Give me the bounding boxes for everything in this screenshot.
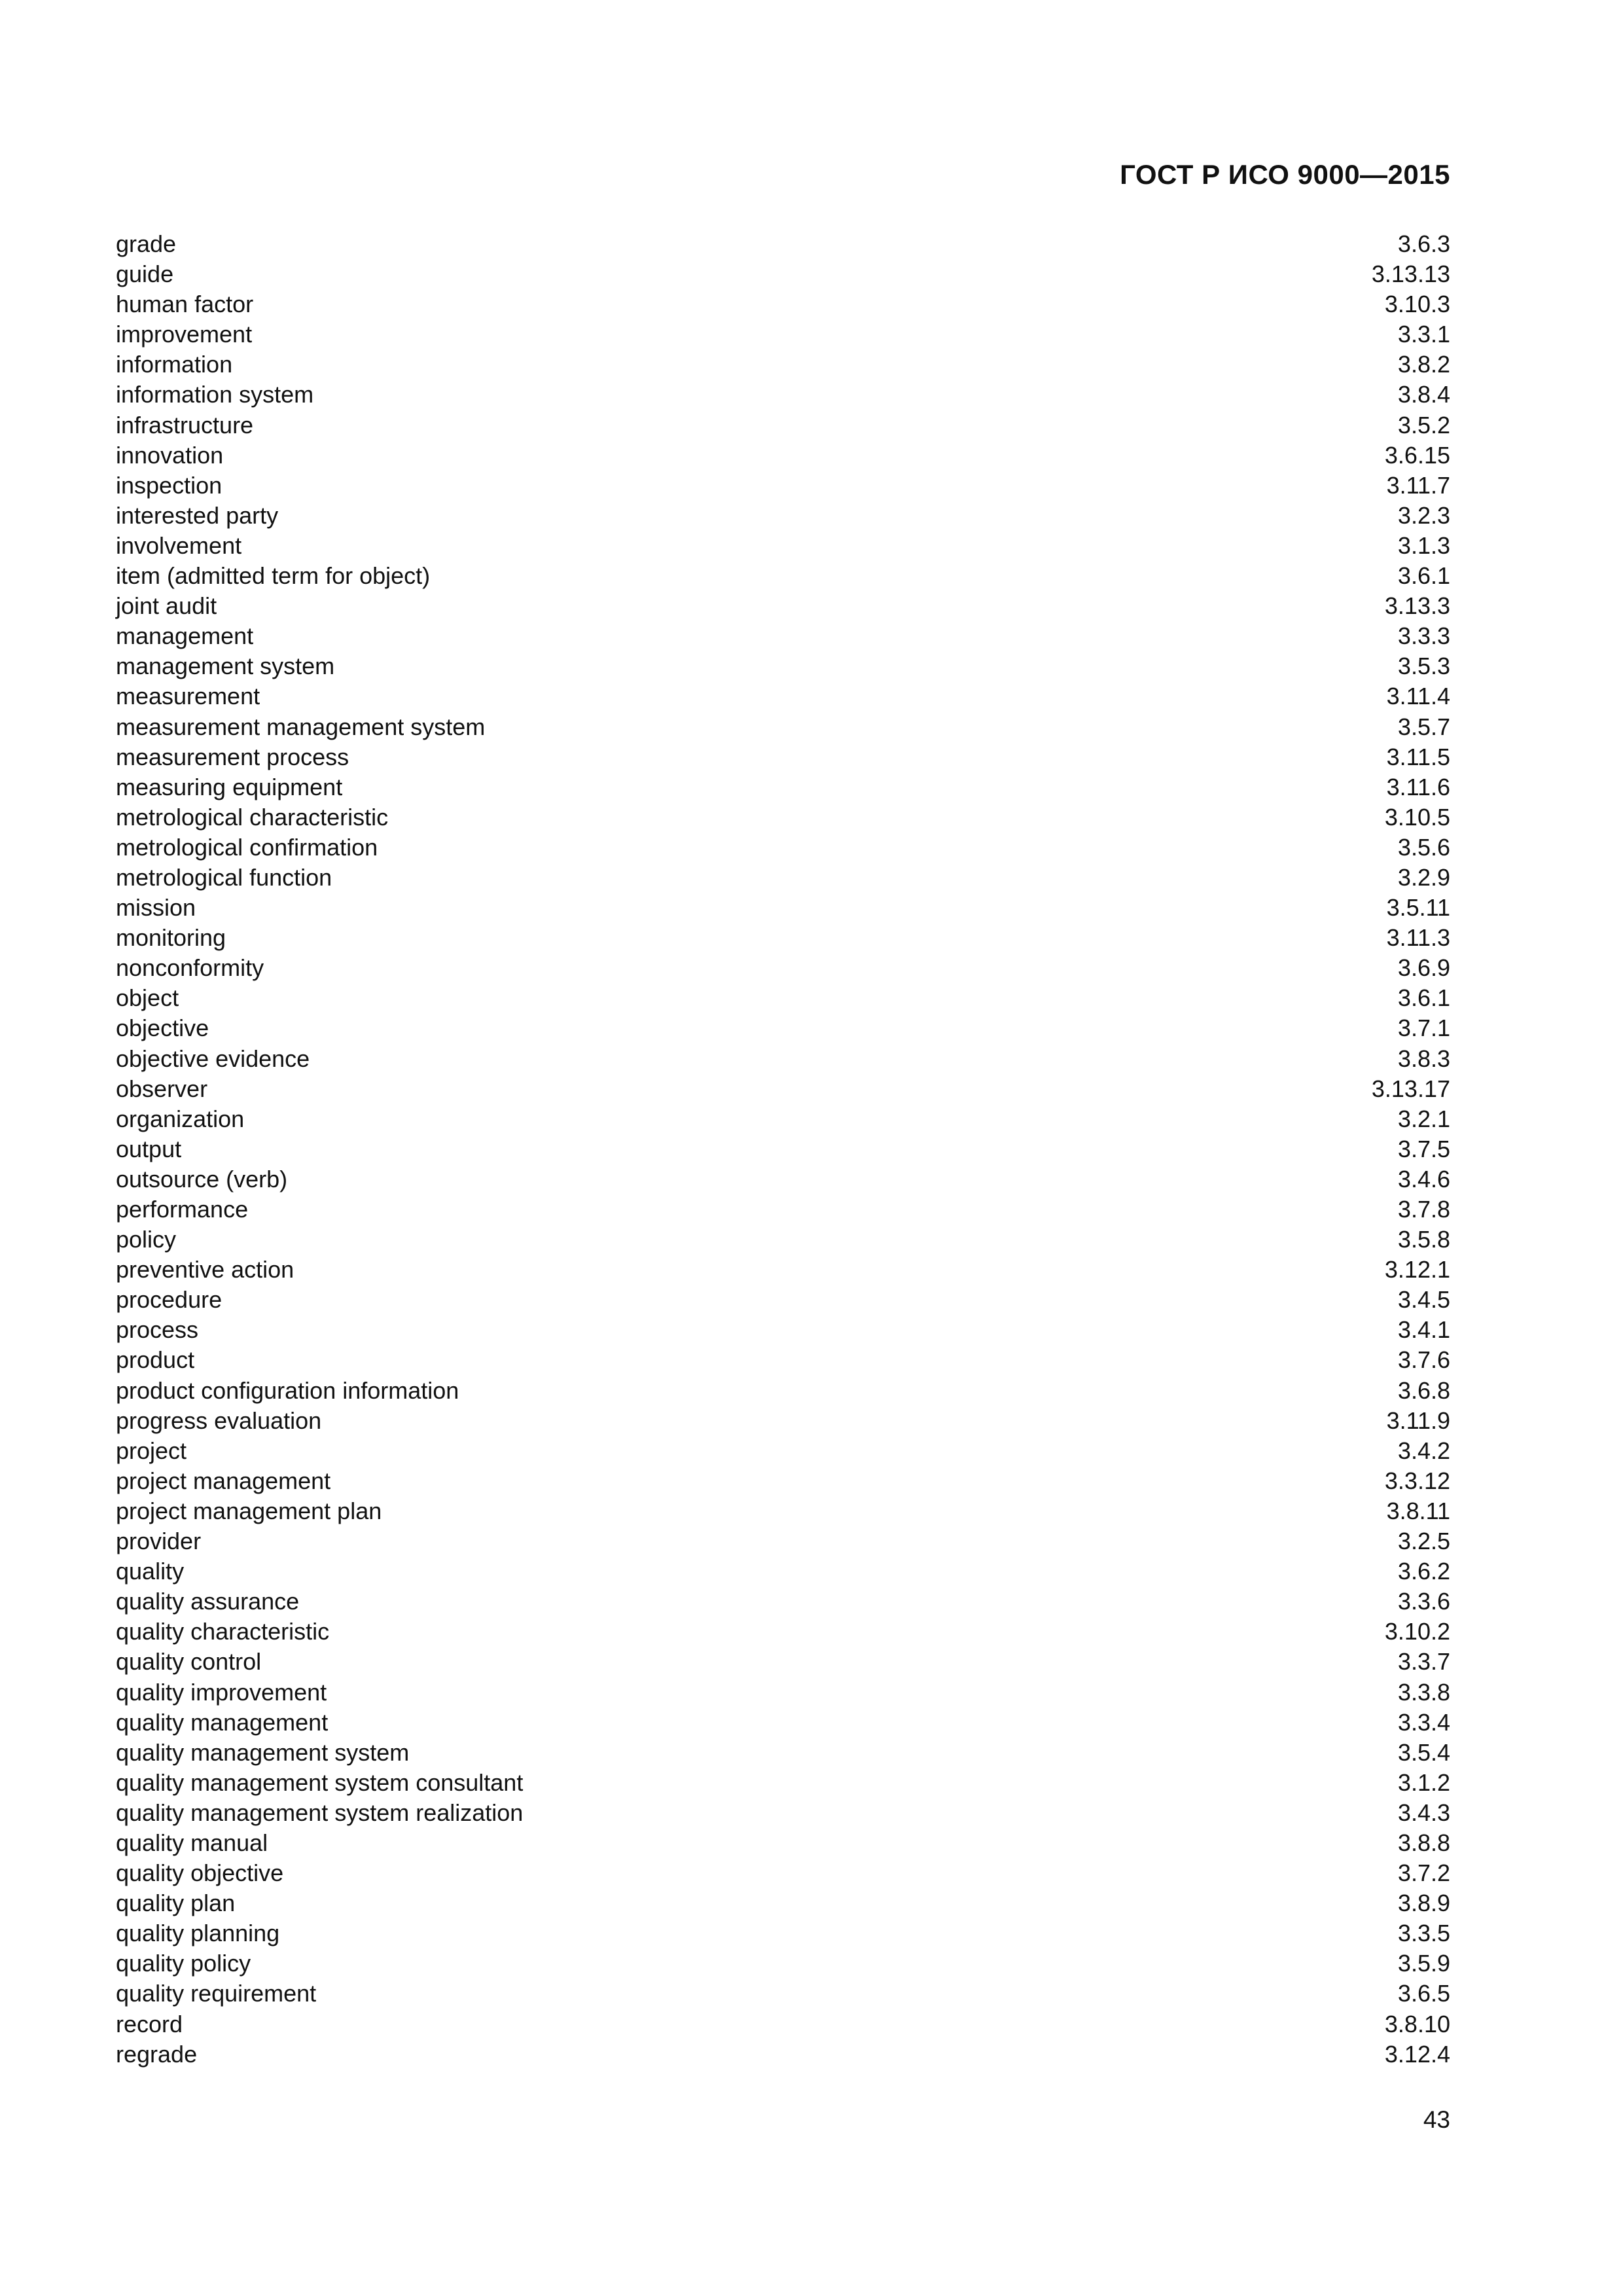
term-row [116, 471, 1450, 501]
term-reference: 3.1.3 [1397, 531, 1450, 559]
term-row [116, 591, 1450, 621]
term-reference: 3.6.3 [1397, 230, 1450, 257]
term-name: preventive action [116, 1256, 294, 1283]
term-name: innovation [116, 441, 224, 469]
term-name: information [116, 351, 233, 378]
term-reference: 3.13.3 [1384, 592, 1450, 620]
term-row [116, 1436, 1450, 1466]
term-reference: 3.11.3 [1386, 924, 1450, 952]
term-reference: 3.4.3 [1397, 1799, 1450, 1826]
term-name: management [116, 622, 254, 650]
term-reference: 3.4.5 [1397, 1286, 1450, 1314]
term-row [116, 2009, 1450, 2039]
term-reference: 3.5.6 [1397, 833, 1450, 861]
term-row [116, 1496, 1450, 1526]
term-name: measuring equipment [116, 773, 343, 800]
term-row [116, 923, 1450, 953]
term-name: project management [116, 1467, 331, 1494]
term-row [116, 440, 1450, 471]
term-row [116, 1104, 1450, 1134]
term-reference: 3.5.9 [1397, 1950, 1450, 1977]
term-row [116, 561, 1450, 591]
term-name: objective [116, 1014, 209, 1042]
term-name: quality assurance [116, 1588, 300, 1615]
term-name: information system [116, 381, 314, 408]
term-reference: 3.3.7 [1397, 1648, 1450, 1676]
term-name: grade [116, 230, 177, 257]
term-reference: 3.6.1 [1397, 562, 1450, 590]
term-row [116, 1738, 1450, 1768]
term-row [116, 681, 1450, 711]
term-row [116, 1194, 1450, 1225]
term-reference: 3.7.1 [1397, 1014, 1450, 1042]
term-row [116, 319, 1450, 350]
term-row [116, 1074, 1450, 1104]
term-row [116, 1828, 1450, 1858]
term-reference: 3.6.9 [1397, 954, 1450, 982]
term-reference: 3.11.9 [1386, 1407, 1450, 1434]
term-reference: 3.6.15 [1384, 441, 1450, 469]
term-name: observer [116, 1075, 208, 1102]
term-row [116, 1798, 1450, 1828]
term-name: quality plan [116, 1890, 236, 1917]
term-name: interested party [116, 501, 279, 529]
term-name: involvement [116, 531, 242, 559]
term-name: quality manual [116, 1829, 268, 1856]
term-row [116, 833, 1450, 863]
term-name: quality control [116, 1648, 262, 1676]
term-row [116, 380, 1450, 410]
term-reference: 3.11.5 [1386, 743, 1450, 770]
term-name: quality requirement [116, 1980, 317, 2007]
term-row [116, 1768, 1450, 1798]
term-row [116, 1526, 1450, 1556]
term-row [116, 1979, 1450, 2009]
term-reference: 3.12.4 [1384, 2040, 1450, 2068]
term-reference: 3.8.3 [1397, 1045, 1450, 1072]
term-name: product configuration information [116, 1376, 459, 1404]
term-name: metrological function [116, 863, 332, 891]
term-reference: 3.5.2 [1397, 411, 1450, 439]
term-row [116, 1255, 1450, 1285]
term-reference: 3.2.9 [1397, 863, 1450, 891]
term-name: quality management [116, 1708, 329, 1736]
term-reference: 3.2.3 [1397, 501, 1450, 529]
term-reference: 3.7.5 [1397, 1135, 1450, 1162]
term-name: monitoring [116, 924, 226, 952]
term-row [116, 863, 1450, 893]
term-reference: 3.6.8 [1397, 1376, 1450, 1404]
term-row [116, 893, 1450, 923]
term-reference: 3.10.5 [1384, 803, 1450, 831]
term-name: improvement [116, 321, 253, 348]
term-reference: 3.8.2 [1397, 351, 1450, 378]
term-reference: 3.5.3 [1397, 653, 1450, 680]
term-row [116, 1948, 1450, 1979]
term-name: measurement process [116, 743, 349, 770]
term-name: inspection [116, 471, 223, 499]
term-name: quality planning [116, 1920, 280, 1947]
term-reference: 3.4.1 [1397, 1316, 1450, 1344]
term-row [116, 1376, 1450, 1406]
term-row [116, 289, 1450, 319]
term-row [116, 531, 1450, 561]
term-row [116, 1044, 1450, 1074]
term-reference: 3.4.6 [1397, 1165, 1450, 1193]
term-row [116, 1345, 1450, 1375]
term-name: quality policy [116, 1950, 251, 1977]
term-name: object [116, 984, 179, 1012]
term-name: quality management system [116, 1738, 410, 1766]
term-reference: 3.2.5 [1397, 1528, 1450, 1555]
term-name: joint audit [116, 592, 217, 620]
term-name: human factor [116, 291, 254, 318]
term-reference: 3.5.7 [1397, 713, 1450, 740]
term-row [116, 1556, 1450, 1587]
term-reference: 3.5.11 [1386, 894, 1450, 922]
term-row [116, 802, 1450, 833]
term-row [116, 229, 1450, 259]
term-reference: 3.6.2 [1397, 1558, 1450, 1585]
term-row [116, 259, 1450, 289]
term-reference: 3.5.8 [1397, 1226, 1450, 1253]
term-row [116, 983, 1450, 1013]
term-name: management system [116, 653, 335, 680]
page-number: 43 [1423, 2106, 1450, 2133]
term-row [116, 1708, 1450, 1738]
term-reference: 3.12.1 [1384, 1256, 1450, 1283]
term-name: organization [116, 1105, 245, 1132]
term-name: guide [116, 260, 174, 288]
term-name: quality [116, 1558, 185, 1585]
term-reference: 3.3.8 [1397, 1678, 1450, 1706]
term-name: process [116, 1316, 199, 1344]
term-reference: 3.13.13 [1371, 260, 1450, 288]
term-reference: 3.8.4 [1397, 381, 1450, 408]
term-row [116, 1164, 1450, 1194]
term-row [116, 772, 1450, 802]
term-name: provider [116, 1528, 202, 1555]
term-row [116, 1858, 1450, 1888]
term-name: performance [116, 1196, 249, 1223]
term-reference: 3.3.3 [1397, 622, 1450, 650]
term-name: record [116, 2010, 183, 2037]
term-row [116, 1888, 1450, 1918]
term-name: quality objective [116, 1859, 284, 1887]
term-reference: 3.1.2 [1397, 1768, 1450, 1796]
term-reference: 3.8.10 [1384, 2010, 1450, 2037]
term-name: item (admitted term for object) [116, 562, 431, 590]
term-index-list [116, 229, 1450, 2070]
term-reference: 3.5.4 [1397, 1738, 1450, 1766]
term-name: measurement [116, 683, 260, 710]
term-row [116, 1587, 1450, 1617]
term-name: procedure [116, 1286, 223, 1314]
term-row [116, 410, 1450, 440]
term-name: quality management system realization [116, 1799, 524, 1826]
term-reference: 3.11.4 [1386, 683, 1450, 710]
term-reference: 3.2.1 [1397, 1105, 1450, 1132]
term-row [116, 501, 1450, 531]
term-row [116, 953, 1450, 983]
term-row [116, 621, 1450, 651]
term-name: quality characteristic [116, 1618, 330, 1645]
term-name: regrade [116, 2040, 198, 2068]
term-reference: 3.3.12 [1384, 1467, 1450, 1494]
term-reference: 3.13.17 [1371, 1075, 1450, 1102]
term-name: metrological confirmation [116, 833, 378, 861]
term-reference: 3.8.9 [1397, 1890, 1450, 1917]
term-row [116, 1647, 1450, 1677]
term-name: output [116, 1135, 182, 1162]
term-name: product [116, 1346, 195, 1374]
term-reference: 3.10.2 [1384, 1618, 1450, 1645]
term-name: mission [116, 894, 196, 922]
term-row [116, 712, 1450, 742]
term-row [116, 1918, 1450, 1948]
term-reference: 3.10.3 [1384, 291, 1450, 318]
term-name: project management plan [116, 1497, 382, 1524]
term-name: nonconformity [116, 954, 264, 982]
term-name: quality management system consultant [116, 1768, 524, 1796]
term-name: outsource (verb) [116, 1165, 288, 1193]
term-row [116, 1134, 1450, 1164]
term-name: objective evidence [116, 1045, 310, 1072]
term-row [116, 651, 1450, 681]
term-row [116, 742, 1450, 772]
term-reference: 3.7.6 [1397, 1346, 1450, 1374]
term-row [116, 1225, 1450, 1255]
term-name: measurement management system [116, 713, 486, 740]
term-reference: 3.8.11 [1386, 1497, 1450, 1524]
term-row [116, 1013, 1450, 1043]
term-reference: 3.7.2 [1397, 1859, 1450, 1887]
term-reference: 3.7.8 [1397, 1196, 1450, 1223]
document-header: ГОСТ Р ИСО 9000—2015 [1120, 159, 1450, 190]
term-name: project [116, 1437, 187, 1464]
term-row [116, 1617, 1450, 1647]
term-reference: 3.11.7 [1386, 471, 1450, 499]
term-row [116, 350, 1450, 380]
term-reference: 3.3.1 [1397, 321, 1450, 348]
term-reference: 3.6.5 [1397, 1980, 1450, 2007]
term-name: infrastructure [116, 411, 254, 439]
term-reference: 3.8.8 [1397, 1829, 1450, 1856]
term-reference: 3.11.6 [1386, 773, 1450, 800]
term-name: policy [116, 1226, 177, 1253]
term-row [116, 2039, 1450, 2070]
term-reference: 3.3.6 [1397, 1588, 1450, 1615]
term-row [116, 1406, 1450, 1436]
term-reference: 3.4.2 [1397, 1437, 1450, 1464]
term-reference: 3.3.4 [1397, 1708, 1450, 1736]
term-row [116, 1466, 1450, 1496]
term-reference: 3.3.5 [1397, 1920, 1450, 1947]
term-row [116, 1315, 1450, 1345]
term-name: quality improvement [116, 1678, 327, 1706]
term-name: progress evaluation [116, 1407, 322, 1434]
term-row [116, 1285, 1450, 1315]
term-row [116, 1677, 1450, 1708]
term-reference: 3.6.1 [1397, 984, 1450, 1012]
term-name: metrological characteristic [116, 803, 389, 831]
